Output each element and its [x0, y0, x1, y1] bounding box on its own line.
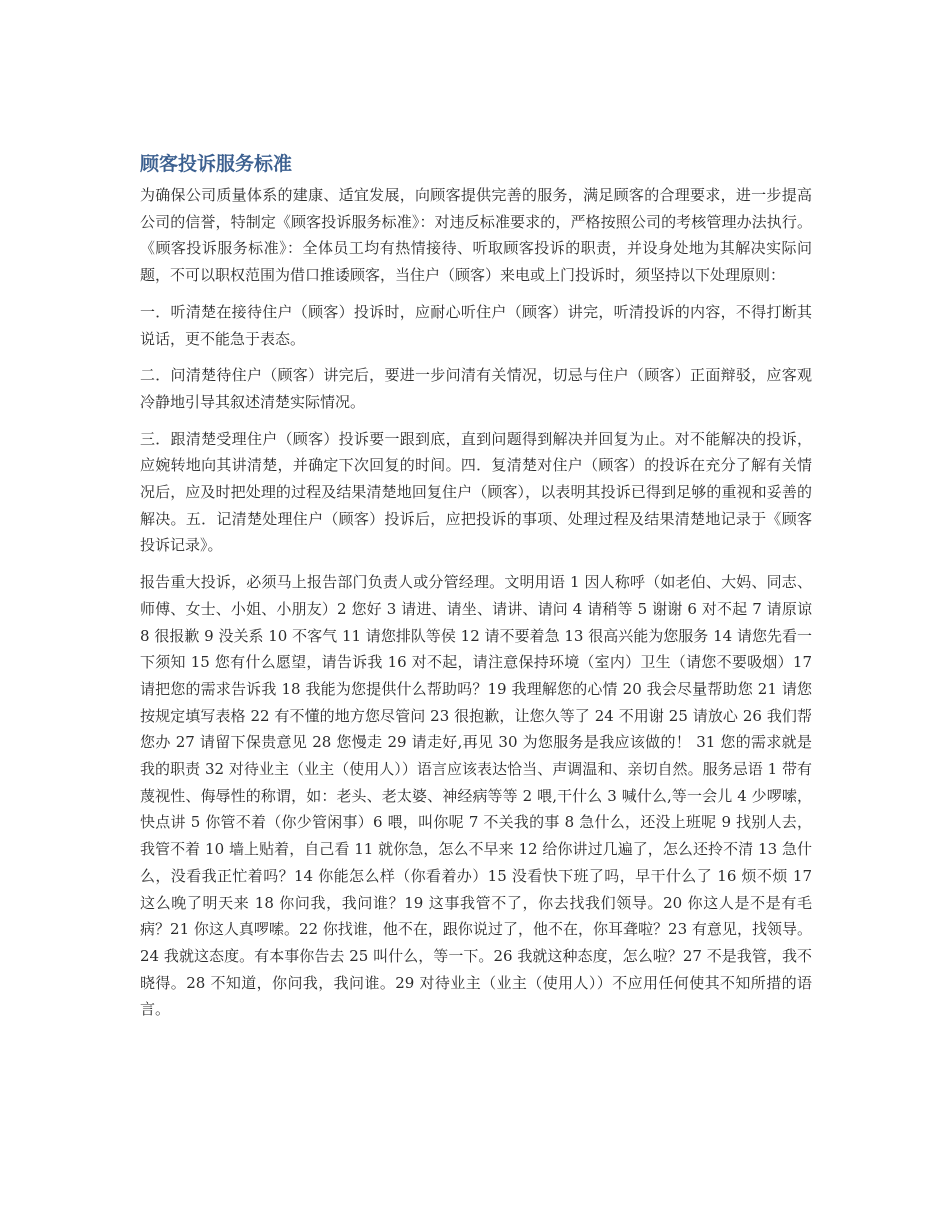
- principle-listen-paragraph: 一．听清楚在接待住户（顾客）投诉时，应耐心听住户（顾客）讲完，听清投诉的内容，不得打断其说话，更不能急于表态。: [140, 302, 812, 348]
- principle-ask-paragraph: 二．问清楚待住户（顾客）讲完后，要进一步问清有关情况，切忌与住户（顾客）正面辩驳，应客观冷静地引导其叙述清楚实际情况。: [140, 366, 812, 411]
- intro-paragraph: 为确保公司质量体系的建康、适宜发展，向顾客提供完善的服务，满足顾客的合理要求，进一步提高公司的信誉，特制定《顾客投诉服务标准》：对违反标准要求的，严格按照公司的考核管理办法执行。《顾客投诉服务标准》：全体员工均有热情接待、听取顾客投诉的职责，并设身处地为其解决实际问题，不可以职权范围为借口推诿顾客，当住户（顾客）来电或上门投诉时，须坚持以下处理原则：: [140, 186, 812, 285]
- document-title: 顾客投诉服务标准: [140, 153, 293, 175]
- document-page: [140, 150, 812, 1033]
- principle-follow-paragraph: 三．跟清楚受理住户（顾客）投诉要一跟到底，直到问题得到解决并回复为止。对不能解决的投诉，应婉转地向其讲清楚，并确定下次回复的时间。四．复清楚对住户（顾客）的投诉在充分了解有关情况后，应及时把处理的过程及结果清楚地回复住户（顾客），以表明其投诉已得到足够的重视和妥善的解决。五．记清楚处理住户（顾客）投诉后，应把投诉的事项、处理过程及结果清楚地记录于《顾客投诉记录》。: [140, 429, 812, 555]
- phrases-paragraph: 报告重大投诉，必须马上报告部门负责人或分管经理。文明用语 1 因人称呼（如老伯、大妈、同志、师傅、女士、小姐、小朋友）2 您好 3 请进、请坐、请讲、请问 4 请稍等 5 谢谢 6 对不起 7 请原谅 8 很报歉 9 没关系 10 不客气 11 请您排队等侯 12 请不要着急 13 很高兴能为您服务 14 请您先看一下须知 15 您有什么愿望，请告诉我 16 对不起，请注意保持环境（室内）卫生（请您不要吸烟）17 请把您的需求告诉我 18 我能为您提供什么帮助吗？19 我理解您的心情 20 我会尽量帮助您 21 请您按规定填写表格 22 有不懂的地方您尽管问 23 很抱歉，让您久等了 24 不用谢 25 请放心 26 我们帮您办 27 请留下保贵意见 28 您慢走 29 请走好,再见 30 为您服务是我应该做的！ 31 您的需求就是我的职责 32 对待业主（业主（使用人））语言应该表达恰当、声调温和、亲切自然。服务忌语 1 带有蔑视性、侮辱性的称谓，如：老头、老太婆、神经病等等 2 喂,干什么 3 喊什么,等一会儿 4 少啰嗦，快点讲 5 你管不着（你少管闲事）6 喂，叫你呢 7 不关我的事 8 急什么，还没上班呢 9 找别人去，我管不着 10 墙上贴着，自己看 11 就你急，怎么不早来 12 给你讲过几遍了，怎么还拎不清 13 急什么，没看我正忙着吗？14 你能怎么样（你看着办）15 没看快下班了吗，早干什么了 16 烦不烦 17 这么晚了明天来 18 你问我，我问谁？19 这事我管不了，你去找我们领导。20 你这人是不是有毛病？21 你这人真啰嗦。22 你找谁，他不在，跟你说过了，他不在，你耳聋啦？23 有意见，找领导。24 我就这态度。有本事你告去 25 叫什么，等一下。26 我就这种态度，怎么啦？27 不是我管，我不晓得。28 不知道，你问我，我问谁。29 对待业主（业主（使用人））不应用任何使其不知所措的语言。: [140, 573, 812, 1019]
